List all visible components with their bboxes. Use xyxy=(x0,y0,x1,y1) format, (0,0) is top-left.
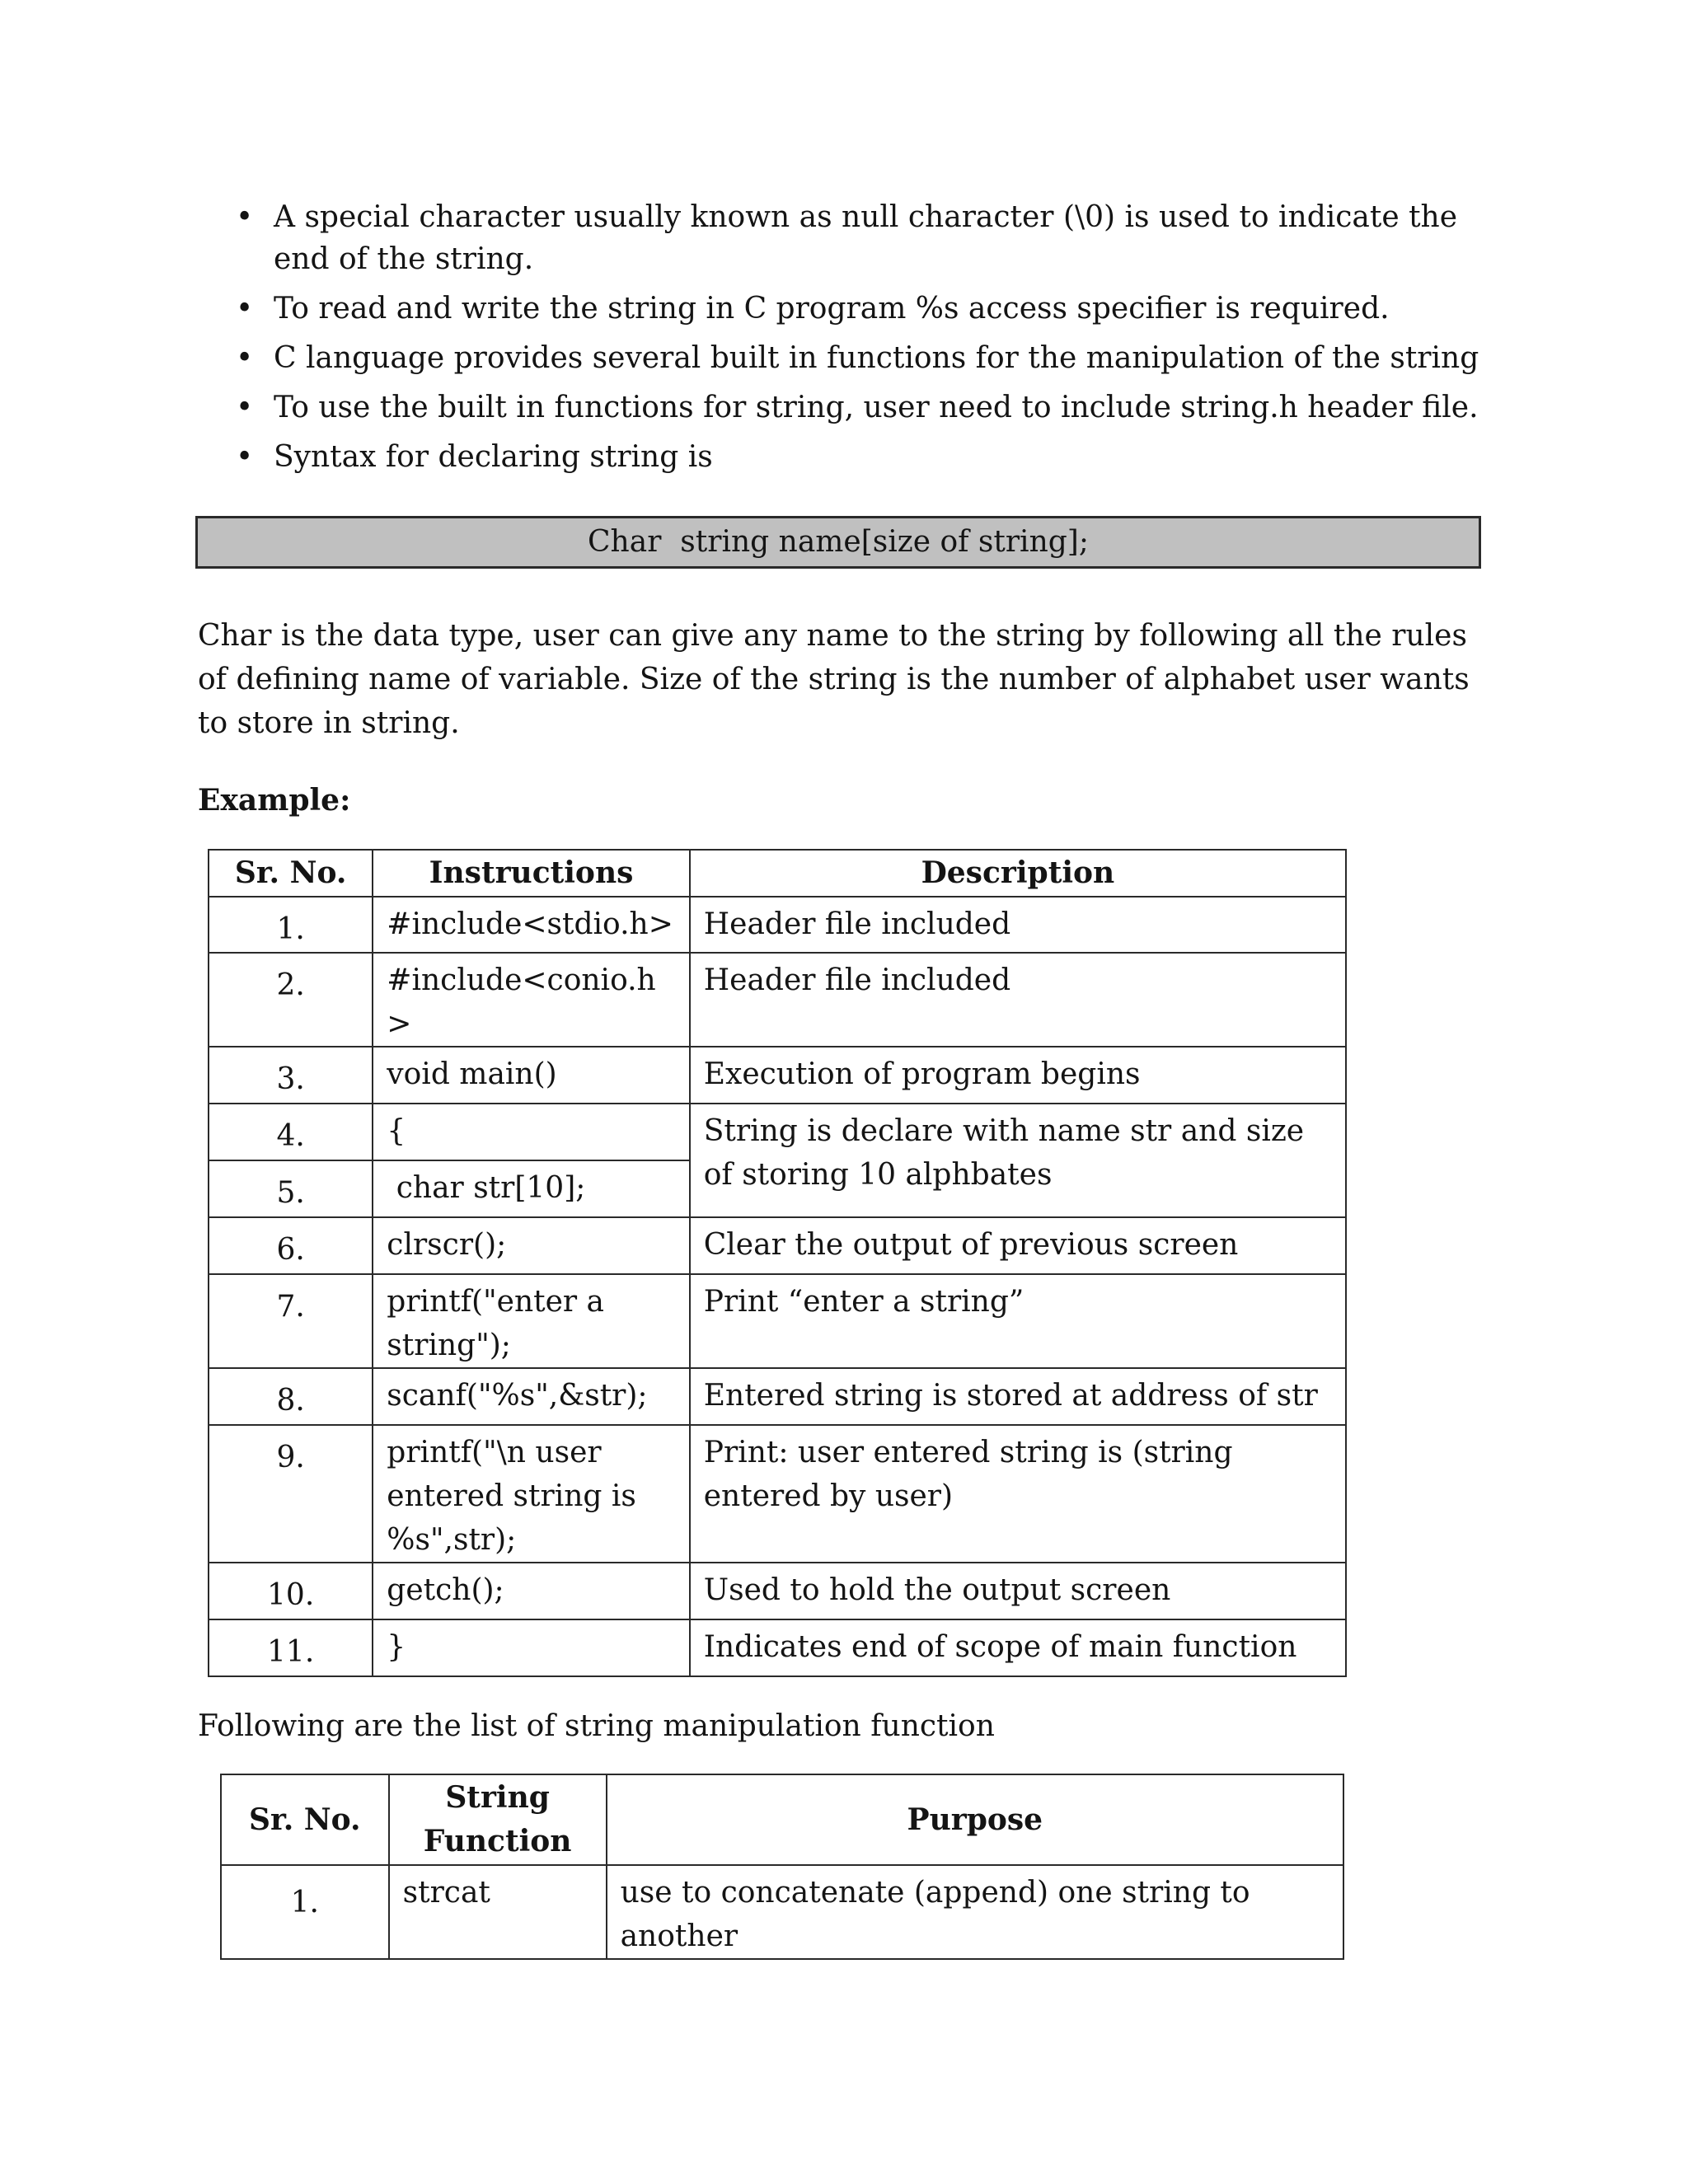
sr-cell: 1. xyxy=(209,897,373,953)
bullet-text: C language provides several built in functions for the manipulation of the string xyxy=(274,341,1479,375)
column-header-purpose: Purpose xyxy=(607,1774,1343,1865)
description-cell: String is declare with name str and size of storing 10 alphbates xyxy=(690,1104,1346,1217)
instruction-cell: printf("\n user entered string is %s",str); xyxy=(373,1425,689,1563)
example-heading: Example: xyxy=(198,783,351,818)
table-header-row xyxy=(209,850,1346,897)
table-row xyxy=(209,1619,1346,1676)
bullet-item xyxy=(198,387,1484,429)
table-row xyxy=(221,1865,1343,1959)
string-functions-table xyxy=(220,1774,1344,1960)
sr-cell: 11. xyxy=(209,1619,373,1676)
bullet-text: To use the built in functions for string, user need to include string.h header file. xyxy=(274,391,1479,424)
description-cell: Indicates end of scope of main function xyxy=(690,1619,1346,1676)
bullet-item xyxy=(198,196,1484,280)
description-cell: Print “enter a string” xyxy=(690,1274,1346,1368)
bullet-item xyxy=(198,337,1484,379)
bullet-dot: • xyxy=(236,341,254,375)
column-header-instructions: Instructions xyxy=(373,850,689,897)
instruction-cell: getch(); xyxy=(373,1563,689,1619)
table-header-row xyxy=(221,1774,1343,1865)
sr-cell: 9. xyxy=(209,1425,373,1563)
table-row xyxy=(209,1047,1346,1104)
instruction-cell: char str[10]; xyxy=(373,1160,689,1217)
column-header-string-function: String Function xyxy=(389,1774,607,1865)
functions-intro: Following are the list of string manipulation function xyxy=(198,1709,995,1743)
description-paragraph: Char is the data type, user can give any name to the string by following all the rules of defining name of variable. Size of the string is the number of alphabet user wants to store in string. xyxy=(198,619,1470,740)
instruction-cell: printf("enter a string"); xyxy=(373,1274,689,1368)
instruction-cell: scanf("%s",&str); xyxy=(373,1368,689,1425)
function-cell: strcat xyxy=(389,1865,607,1959)
bullet-dot: • xyxy=(236,292,254,326)
bullet-text: Syntax for declaring string is xyxy=(274,440,713,474)
table-row xyxy=(209,1217,1346,1274)
sr-cell: 2. xyxy=(209,953,373,1047)
instruction-cell: void main() xyxy=(373,1047,689,1104)
bullet-dot: • xyxy=(236,200,254,234)
table-row xyxy=(209,1368,1346,1425)
description-cell: Header file included xyxy=(690,953,1346,1047)
bullet-text: To read and write the string in C program %s access specifier is required. xyxy=(274,292,1390,326)
bullet-list xyxy=(198,196,1484,485)
example-table xyxy=(208,849,1347,1677)
sr-cell: 6. xyxy=(209,1217,373,1274)
table-row xyxy=(209,1563,1346,1619)
sr-cell: 3. xyxy=(209,1047,373,1104)
table-row xyxy=(209,1274,1346,1368)
instruction-cell: { xyxy=(373,1104,689,1160)
syntax-box: Char string name[size of string]; xyxy=(195,516,1481,569)
instruction-cell: } xyxy=(373,1619,689,1676)
sr-cell: 4. xyxy=(209,1104,373,1160)
column-header-sr-no: Sr. No. xyxy=(209,850,373,897)
instruction-cell: #include<stdio.h> xyxy=(373,897,689,953)
description-cell: Header file included xyxy=(690,897,1346,953)
description-cell: Entered string is stored at address of str xyxy=(690,1368,1346,1425)
bullet-text: A special character usually known as null character (\0) is used to indicate the end of the string. xyxy=(274,200,1458,276)
sr-cell: 5. xyxy=(209,1160,373,1217)
column-header-description: Description xyxy=(690,850,1346,897)
sr-cell: 7. xyxy=(209,1274,373,1368)
description-cell: Execution of program begins xyxy=(690,1047,1346,1104)
table-row xyxy=(209,1425,1346,1563)
instruction-cell: #include<conio.h > xyxy=(373,953,689,1047)
description-cell: Clear the output of previous screen xyxy=(690,1217,1346,1274)
description-cell: Print: user entered string is (string entered by user) xyxy=(690,1425,1346,1563)
table-row xyxy=(209,897,1346,953)
table-row xyxy=(209,1104,1346,1160)
bullet-item xyxy=(198,436,1484,478)
bullet-item xyxy=(198,288,1484,330)
bullet-dot: • xyxy=(236,440,254,474)
sr-cell: 1. xyxy=(221,1865,389,1959)
sr-cell: 8. xyxy=(209,1368,373,1425)
sr-cell: 10. xyxy=(209,1563,373,1619)
column-header-sr-no: Sr. No. xyxy=(221,1774,389,1865)
bullet-dot: • xyxy=(236,391,254,424)
description-cell: Used to hold the output screen xyxy=(690,1563,1346,1619)
purpose-cell: use to concatenate (append) one string to another xyxy=(607,1865,1343,1959)
instruction-cell: clrscr(); xyxy=(373,1217,689,1274)
table-row xyxy=(209,953,1346,1047)
